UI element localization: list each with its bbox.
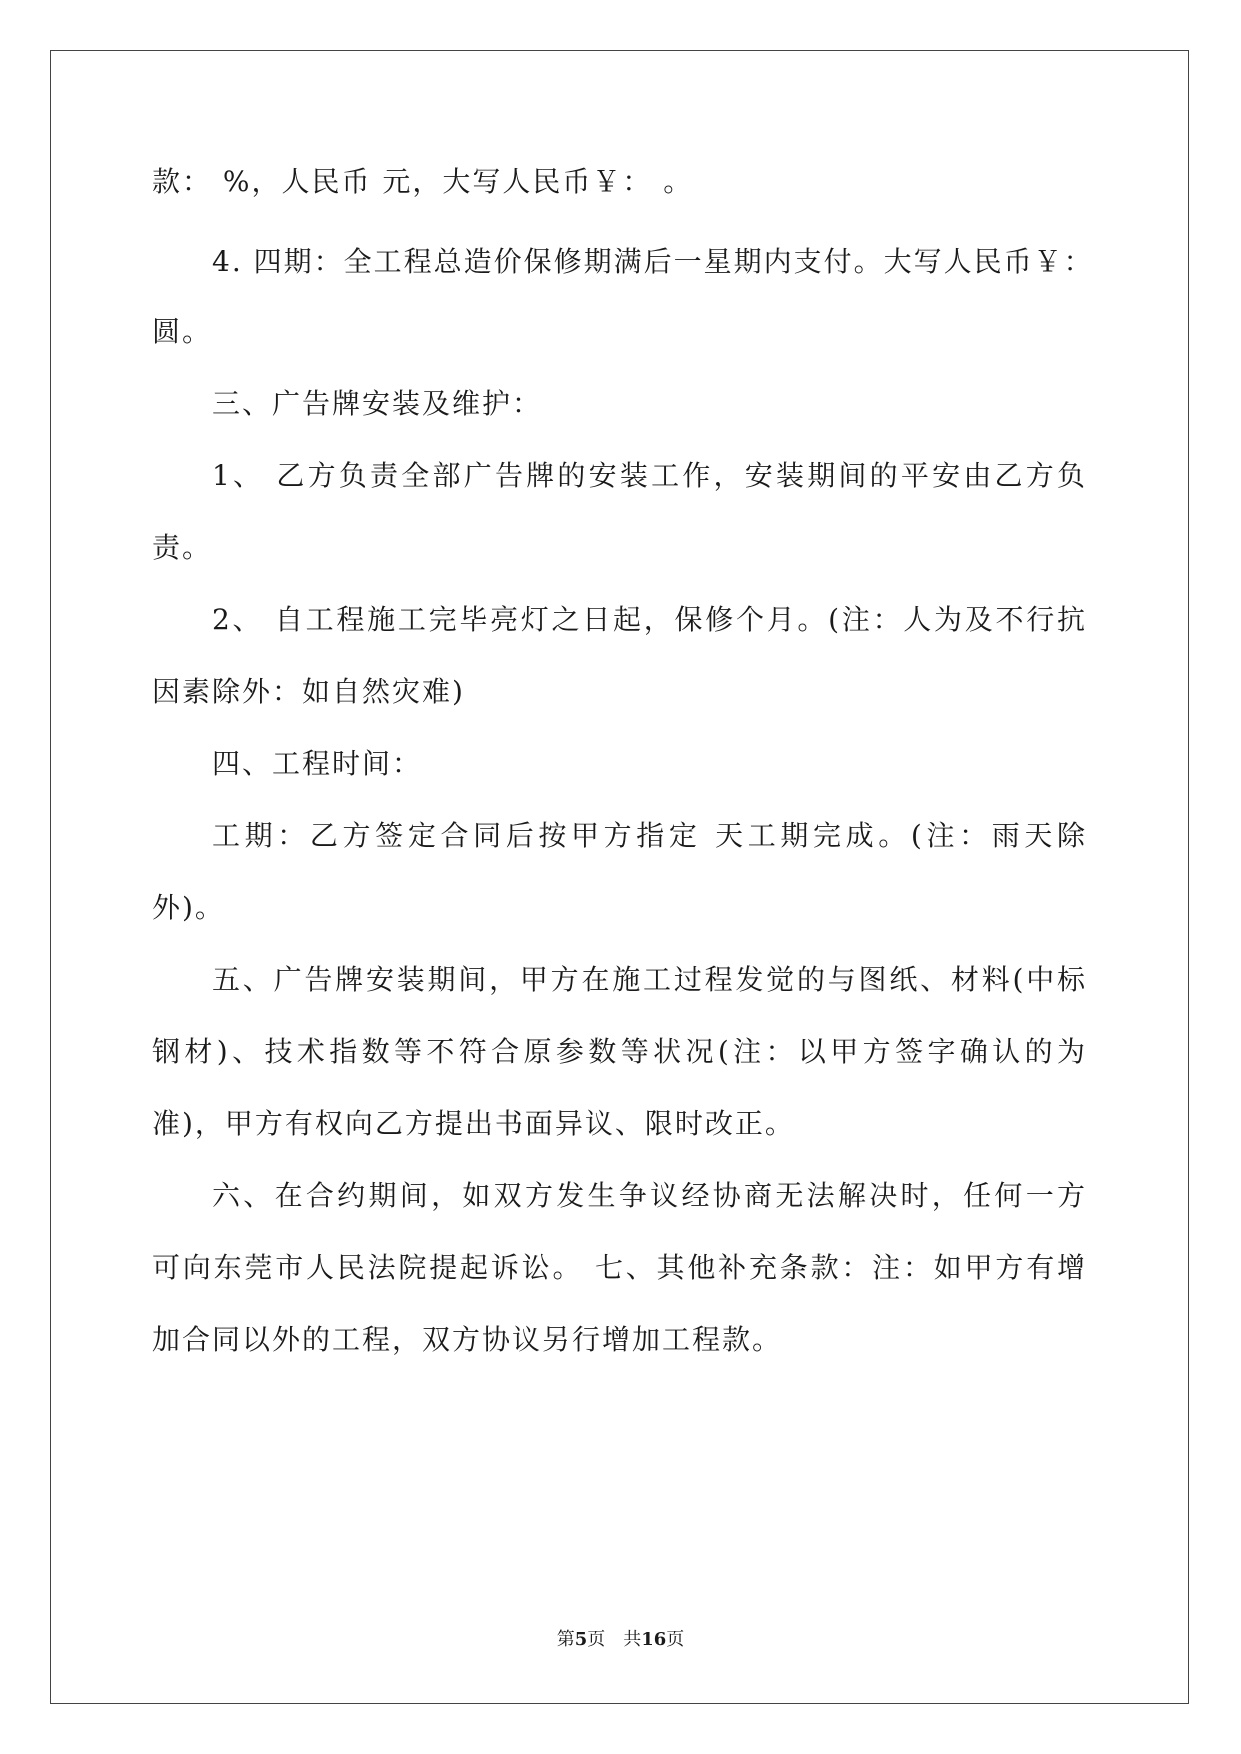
text-line-1: 款： %，人民币 元，大写人民币￥： 。: [152, 165, 694, 198]
total-pages: 16: [641, 1629, 667, 1650]
text-line-2: 4. 四期：全工程总造价保修期满后一星期内支付。大写人民币￥：: [212, 245, 1094, 278]
text-line-17: 加合同以外的工程，双方协议另行增加工程款。: [152, 1323, 783, 1356]
text-line-7: 2、 自工程施工完毕亮灯之日起，保修个月。(注：人为及不行抗: [212, 603, 1087, 636]
text-line-13: 钢材)、技术指数等不符合原参数等状况(注：以甲方签字确认的为: [152, 1035, 1087, 1068]
text-line-6: 责。: [152, 531, 213, 564]
section-heading-3: 三、广告牌安装及维护：: [212, 387, 543, 420]
page-border: [50, 50, 1189, 1704]
text-line-15: 六、在合约期间，如双方发生争议经协商无法解决时，任何一方: [212, 1179, 1087, 1212]
text-line-16: 可向东莞市人民法院提起诉讼。 七、其他补充条款：注：如甲方有增: [152, 1251, 1087, 1284]
text-line-3: 圆。: [152, 315, 213, 348]
text-line-8: 因素除外：如自然灾难): [152, 675, 465, 708]
text-line-12: 五、广告牌安装期间，甲方在施工过程发觉的与图纸、材料(中标: [212, 963, 1087, 996]
page-suffix: 页: [587, 1629, 606, 1650]
text-line-14: 准)，甲方有权向乙方提出书面异议、限时改正。: [152, 1107, 795, 1140]
total-prefix: 共: [623, 1629, 642, 1650]
text-line-5: 1、 乙方负责全部广告牌的安装工作，安装期间的平安由乙方负: [212, 459, 1087, 492]
text-line-11: 外)。: [152, 891, 225, 924]
total-suffix: 页: [666, 1629, 685, 1650]
page-number: 5: [574, 1629, 588, 1650]
section-heading-4: 四、工程时间：: [212, 747, 423, 780]
text-line-10: 工期：乙方签定合同后按甲方指定 天工期完成。(注：雨天除: [212, 819, 1087, 852]
page-prefix: 第: [556, 1629, 575, 1650]
page-footer: [0, 1628, 1241, 1652]
